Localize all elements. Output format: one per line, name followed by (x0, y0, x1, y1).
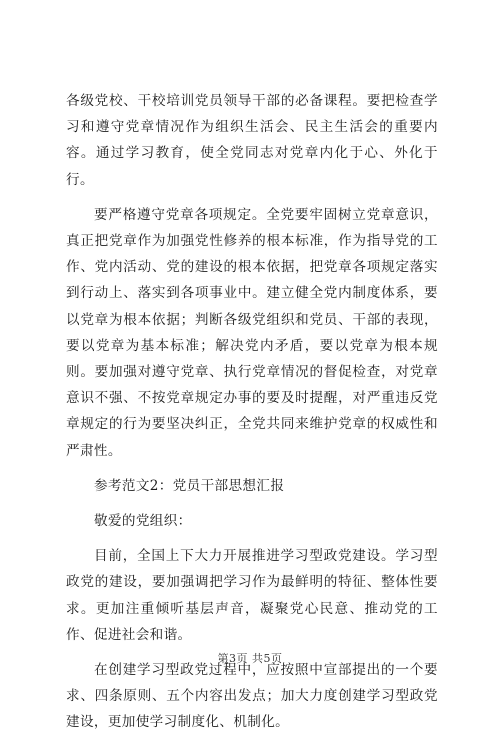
document-body (66, 88, 438, 745)
paragraph-4: 在创建学习型政党过程中，应按照中宣部提出的一个要求、四条原则、五个内容出发点；加大力度创建学习型政党建设，更加使学习制度化、机制化。 (66, 662, 438, 731)
paragraph-3: 目前，全国上下大力开展推进学习型政党建设。学习型政党的建设，要加强调把学习作为最鲜明的特征、整体性要求。更加注重倾听基层声音，凝聚党心民意、推动党的工作、促进社会和谐。 (66, 548, 438, 643)
salutation: 敬爱的党组织： (94, 513, 192, 530)
page-footer: 第3页 共5页 (217, 652, 283, 665)
section-heading: 参考范文2：党员干部思想汇报 (94, 477, 285, 494)
paragraph-1: 各级党校、干校培训党员领导干部的必备课程。要把检查学习和遵守党章情况作为组织生活会、民主生活会的重要内容。通过学习教育，使全党同志对党章内化于心、外化于行。 (66, 93, 438, 188)
paragraph-2: 要严格遵守党章各项规定。全党要牢固树立党章意识，真正把党章作为加强党性修养的根本标准，作为指导党的工作、党内活动、党的建设的根本依据，把党章各项规定落实到行动上、落实到各项事业中。建立健全党内制度体系，要以党章为根本依据；判断各级党组织和党员、干部的表现，要以党章为基本标准；解决党内矛盾，要以党章为根本规则。要加强对遵守党章、执行党章情况的督促检查，对党章意识不强、不按党章规定办事的要及时提醒，对严重违反党章规定的行为要坚决纠正，全党共同来维护党章的权威性和严肃性。 (66, 206, 438, 459)
